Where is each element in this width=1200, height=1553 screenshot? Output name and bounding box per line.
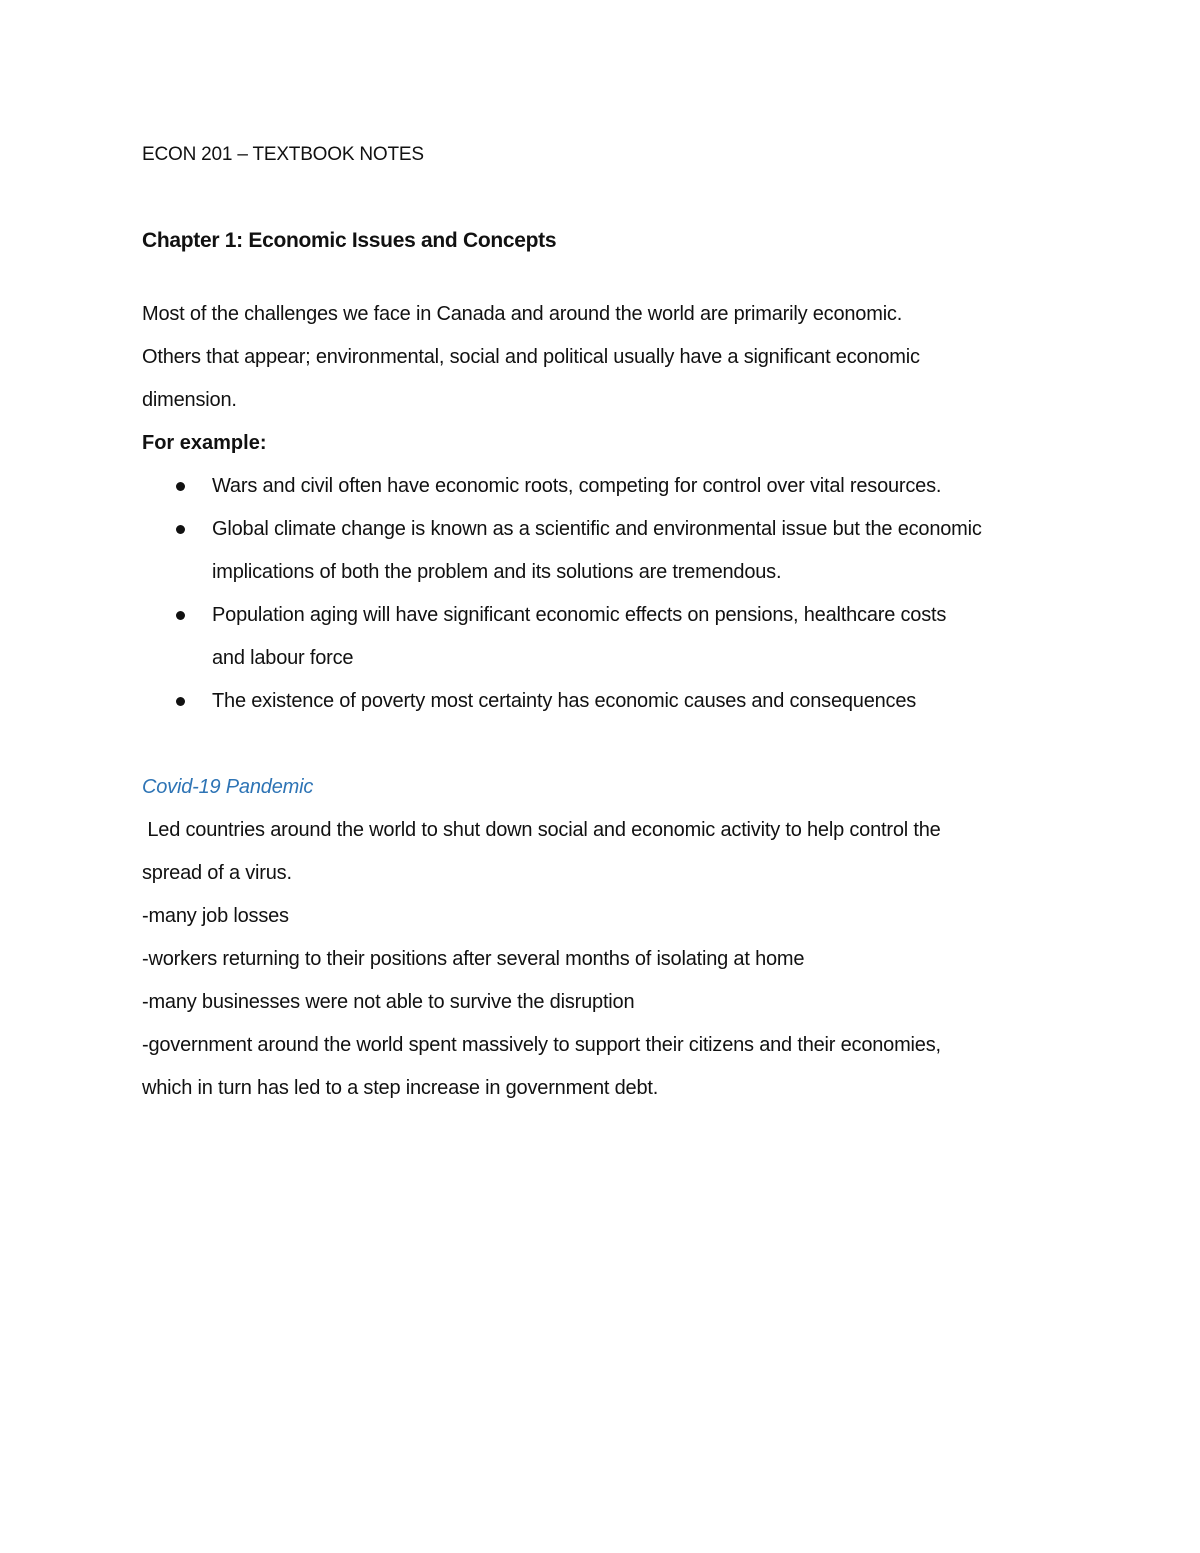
bullet-item	[142, 508, 1072, 594]
covid-line: -workers returning to their positions after several months of isolating at home	[142, 948, 805, 970]
bullet-icon	[176, 697, 185, 706]
bullet-item	[142, 680, 1072, 723]
bullet-line: Global climate change is known as a scientific and environmental issue but the economic	[212, 518, 982, 540]
bullet-line: Population aging will have significant economic effects on pensions, healthcare costs	[212, 604, 947, 626]
covid-line: spread of a virus.	[142, 862, 292, 884]
chapter-heading: Chapter 1: Economic Issues and Concepts	[142, 229, 557, 252]
covid-line: -government around the world spent massively to support their citizens and their economies,	[142, 1034, 941, 1056]
covid-section-heading: Covid-19 Pandemic	[142, 776, 314, 798]
covid-line: -many businesses were not able to survive the disruption	[142, 991, 635, 1013]
bullet-line: implications of both the problem and its solutions are tremendous.	[212, 561, 782, 583]
document-title: ECON 201 – TEXTBOOK NOTES	[142, 144, 424, 165]
covid-section-body	[142, 809, 1072, 1110]
intro-line: Most of the challenges we face in Canada and around the world are primarily economic.	[142, 303, 903, 325]
intro-line: dimension.	[142, 389, 237, 411]
bullet-line: The existence of poverty most certainty has economic causes and consequences	[212, 690, 917, 712]
bullet-icon	[176, 525, 185, 534]
intro-line: Others that appear; environmental, social and political usually have a significant economic	[142, 346, 920, 368]
bullet-icon	[176, 611, 185, 620]
intro-paragraph	[142, 293, 1042, 422]
example-bullet-list	[142, 465, 1072, 723]
bullet-line: and labour force	[212, 647, 354, 669]
covid-line: Led countries around the world to shut down social and economic activity to help control the	[142, 819, 941, 841]
bullet-icon	[176, 482, 185, 491]
covid-line: which in turn has led to a step increase in government debt.	[142, 1077, 659, 1099]
bullet-line: Wars and civil often have economic roots, competing for control over vital resources.	[212, 475, 942, 497]
example-label: For example:	[142, 432, 267, 454]
bullet-item	[142, 594, 1072, 680]
covid-line: -many job losses	[142, 905, 289, 927]
bullet-item	[142, 465, 1072, 508]
